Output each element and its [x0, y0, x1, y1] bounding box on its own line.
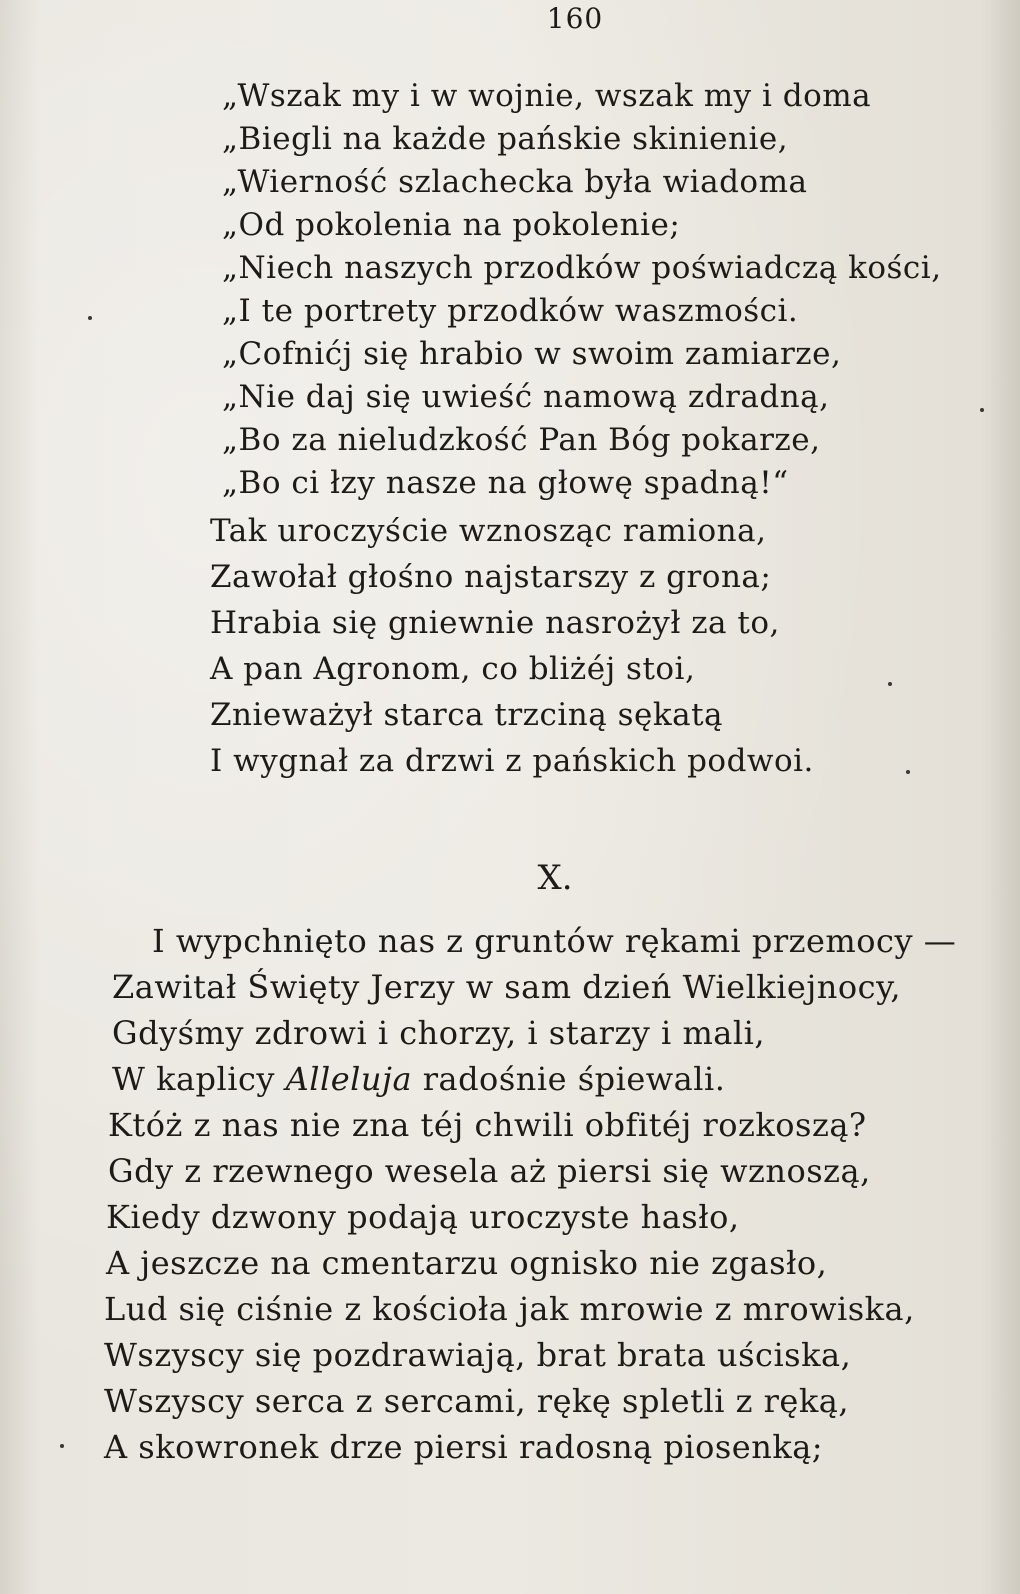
verse-line: Zawołał głośno najstarszy z grona;: [210, 559, 772, 595]
verse-line: Gdy z rzewnego wesela aż piersi się wznoszą,: [108, 1152, 871, 1190]
verse-line: „I te portrety przodków waszmości.: [222, 293, 799, 329]
verse-line: Zawitał Święty Jerzy w sam dzień Wielkiejnocy,: [112, 968, 902, 1006]
verse-line: „Wierność szlachecka była wiadoma: [222, 164, 808, 200]
verse-line: A pan Agronom, co bliżéj stoi,: [210, 651, 696, 687]
chapter-numeral: X.: [537, 858, 573, 898]
paper-speck: [888, 682, 892, 686]
italic-word: Alleluja: [285, 1060, 413, 1098]
verse-line: „Bo za nieludzkość Pan Bóg pokarze,: [222, 422, 821, 458]
verse-line: „Cofnićj się hrabio w swoim zamiarze,: [222, 336, 842, 372]
verse-line: I wypchnięto nas z gruntów rękami przemocy —: [152, 922, 957, 960]
verse-text: radośnie śpiewali.: [412, 1060, 726, 1098]
verse-line: Gdyśmy zdrowi i chorzy, i starzy i mali,: [112, 1014, 766, 1052]
verse-line: I wygnał za drzwi z pańskich podwoi.: [210, 743, 814, 779]
verse-text: W kaplicy: [112, 1060, 286, 1098]
page-number: 160: [546, 2, 604, 35]
verse-line: „Od pokolenia na pokolenie;: [222, 207, 681, 243]
verse-line: Wszyscy serca z sercami, rękę spletli z ręką,: [104, 1382, 849, 1420]
verse-line: Któż z nas nie zna téj chwili obfitéj rozkoszą?: [108, 1106, 867, 1144]
paper-speck: [60, 1444, 64, 1448]
verse-line: Tak uroczyście wznosząc ramiona,: [210, 513, 767, 549]
verse-line: „Wszak my i w wojnie, wszak my i doma: [222, 78, 872, 114]
verse-line-with-italic: [112, 1060, 726, 1098]
verse-line: „Nie daj się uwieść namową zdradną,: [222, 379, 830, 415]
verse-line: Wszyscy się pozdrawiają, brat brata uściska,: [104, 1336, 852, 1374]
paper-speck: [906, 770, 910, 774]
verse-line: Hrabia się gniewnie nasrożył za to,: [210, 605, 780, 641]
verse-line: A jeszcze na cmentarzu ognisko nie zgasło,: [106, 1244, 828, 1282]
verse-line: „Niech naszych przodków poświadczą kości,: [222, 250, 942, 286]
verse-line: Znieważył starca trzciną sękatą: [210, 697, 724, 733]
paper-speck: [88, 316, 92, 320]
verse-line: Kiedy dzwony podają uroczyste hasło,: [106, 1198, 740, 1236]
verse-line: „Bo ci łzy nasze na głowę spadną!“: [222, 465, 789, 501]
verse-line: Lud się ciśnie z kościoła jak mrowie z mrowiska,: [104, 1290, 915, 1328]
verse-line: A skowronek drze piersi radosną piosenką;: [104, 1428, 824, 1466]
verse-line: „Biegli na każde pańskie skinienie,: [222, 121, 789, 157]
paper-speck: [980, 408, 984, 412]
